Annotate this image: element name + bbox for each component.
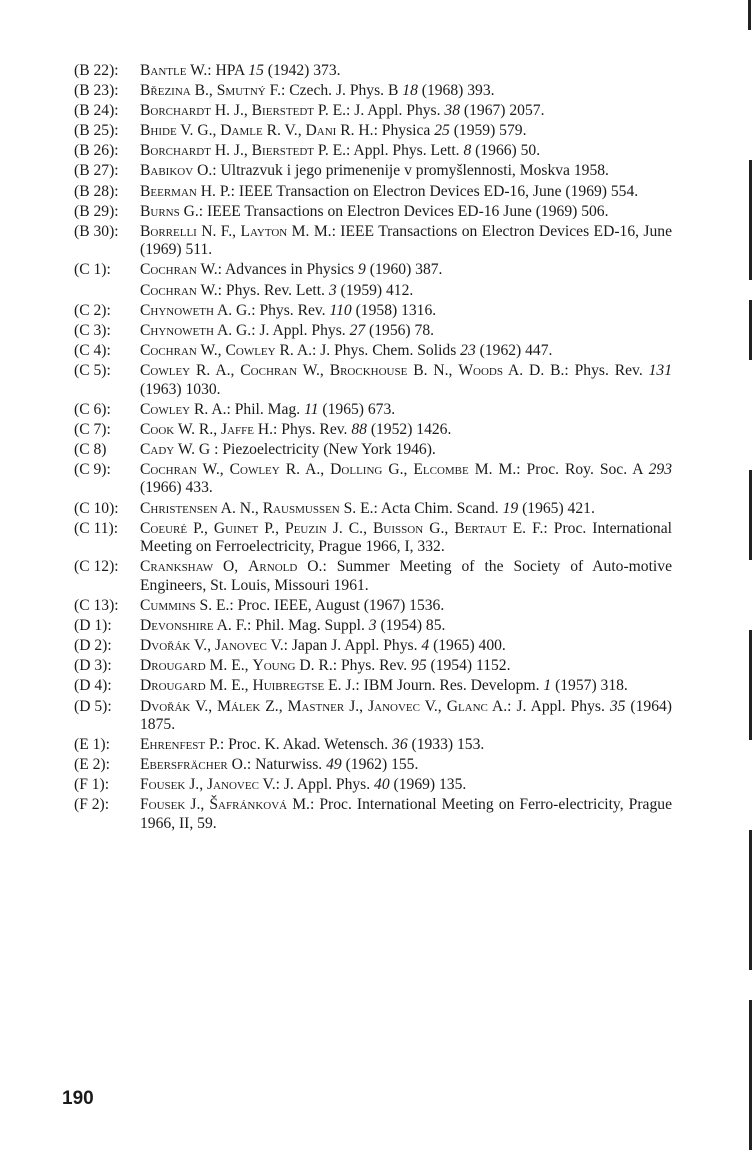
scan-edge-mark xyxy=(749,300,752,360)
citation-text: P., xyxy=(258,519,286,537)
reference-entry xyxy=(74,776,672,795)
reference-entry xyxy=(74,362,672,399)
citation-text: W.: Phys. Rev. Lett. xyxy=(196,281,329,299)
author-name: Arnold xyxy=(248,558,298,576)
author-name: Chynoweth xyxy=(140,301,214,319)
reference-label: (B 30): xyxy=(74,222,119,240)
citation-text: (1968) 393. xyxy=(417,82,495,100)
reference-text xyxy=(140,362,672,399)
volume-number: 131 xyxy=(648,361,672,379)
reference-label: (C 7): xyxy=(74,420,111,438)
citation-text: H. J., xyxy=(210,142,252,160)
citation-text: R. H.: Physica xyxy=(336,122,435,140)
citation-text: J., xyxy=(185,776,208,794)
reference-text xyxy=(140,698,672,735)
reference-entry xyxy=(74,421,672,440)
author-name: Babikov xyxy=(140,162,194,180)
author-name: Dani xyxy=(305,122,337,140)
reference-entry xyxy=(74,677,672,696)
author-name: Christensen xyxy=(140,499,218,517)
citation-text: A.: J. Appl. Phys. xyxy=(487,697,610,715)
reference-text xyxy=(140,102,672,121)
scan-edge-mark xyxy=(748,0,751,30)
reference-label: (B 27): xyxy=(74,162,119,180)
volume-number: 36 xyxy=(392,736,408,754)
reference-entry xyxy=(74,342,672,361)
author-name: Bierstedt xyxy=(251,142,314,160)
author-name: Bantle xyxy=(140,62,187,79)
reference-text xyxy=(140,203,672,222)
reference-text xyxy=(140,500,672,519)
author-name: Chynoweth xyxy=(140,321,214,339)
citation-text: (1958) 1316. xyxy=(351,301,437,319)
citation-text: P.: Proc. K. Akad. Wetensch. xyxy=(205,736,393,754)
author-name: Young xyxy=(252,657,296,675)
citation-text: A. F.: Phil. Mag. Suppl. xyxy=(213,617,369,635)
reference-label: (B 24): xyxy=(74,102,119,120)
author-name: Dvořák xyxy=(140,697,191,715)
reference-text xyxy=(140,617,672,636)
reference-text xyxy=(140,461,672,498)
reference-entry xyxy=(74,637,672,656)
reference-label: (C 8) xyxy=(74,440,107,458)
reference-entry xyxy=(74,698,672,735)
volume-number: 49 xyxy=(326,756,342,774)
author-name: Cummins xyxy=(140,597,196,615)
citation-text: O, xyxy=(213,558,249,576)
author-name: Cowley xyxy=(140,400,191,418)
volume-number: 19 xyxy=(502,499,519,517)
citation-text: R. V., xyxy=(262,122,306,140)
reference-entry xyxy=(74,461,672,498)
citation-text: (1966) 50. xyxy=(471,142,541,160)
reference-entry xyxy=(74,796,672,833)
author-name: Drougard xyxy=(140,657,206,675)
author-name: Peuzin xyxy=(285,519,327,537)
author-name: Coeuré xyxy=(140,519,188,537)
author-name: Cochran xyxy=(140,281,197,299)
reference-text xyxy=(140,796,672,833)
citation-text: G., xyxy=(423,519,455,537)
citation-text: O.: Ultrazvuk i jego primenenije v promyšlennosti, Moskva 1958. xyxy=(193,162,609,180)
citation-text: H.: Phys. Rev. xyxy=(254,420,352,438)
citation-text: W. G : Piezoelectricity (New York 1946). xyxy=(174,440,436,458)
volume-number: 88 xyxy=(351,420,367,438)
reference-text xyxy=(140,162,672,181)
reference-text xyxy=(140,776,672,795)
citation-text: P. E.: J. Appl. Phys. xyxy=(314,102,445,120)
reference-entry xyxy=(74,82,672,101)
author-name: Crankshaw xyxy=(140,558,214,576)
scan-edge-mark xyxy=(749,470,752,560)
citation-text: G.: IEEE Transactions on Electron Devices ED-16 June (1969) 506. xyxy=(179,202,609,220)
scan-edge-mark xyxy=(749,830,752,970)
reference-label: (C 12): xyxy=(74,558,119,576)
reference-label: (B 23): xyxy=(74,82,119,100)
citation-text: F.: Czech. J. Phys. B xyxy=(265,82,403,100)
author-name: Beerman xyxy=(140,182,197,200)
citation-text: (1933) 153. xyxy=(407,736,485,754)
reference-label: (D 1): xyxy=(74,617,112,635)
citation-text: M. M.: Proc. Roy. Soc. A xyxy=(468,460,649,478)
reference-text xyxy=(140,122,672,141)
reference-entry xyxy=(74,617,672,636)
reference-label: (C 13): xyxy=(74,597,119,615)
reference-label: (D 2): xyxy=(74,637,112,655)
author-name: Březina xyxy=(140,82,191,100)
reference-entry xyxy=(74,441,672,460)
reference-text xyxy=(140,756,672,775)
reference-text xyxy=(140,677,672,696)
reference-text xyxy=(140,520,672,557)
citation-text: H. P.: IEEE Transaction on Electron Devices ED-16, June (1969) 554. xyxy=(196,182,639,200)
citation-text: G., xyxy=(382,460,414,478)
citation-text: P., xyxy=(187,519,214,537)
author-name: Jaffe xyxy=(221,420,254,438)
reference-text xyxy=(140,657,672,676)
author-name: Bhide xyxy=(140,122,177,140)
reference-label: (C 1): xyxy=(74,261,111,279)
citation-text: O.: Naturwiss. xyxy=(227,756,327,774)
reference-label: (C 10): xyxy=(74,499,119,517)
reference-entry xyxy=(74,203,672,222)
citation-text: (1963) 1030. xyxy=(140,380,221,398)
citation-text: H. J., xyxy=(210,102,252,120)
reference-entry xyxy=(74,597,672,616)
citation-text: A. N., xyxy=(217,499,263,517)
reference-entry xyxy=(74,736,672,755)
citation-text: J., xyxy=(344,697,369,715)
scan-edge-mark xyxy=(749,160,752,280)
volume-number: 3 xyxy=(328,281,337,299)
citation-text: Z., xyxy=(260,697,288,715)
author-name: Fousek xyxy=(140,796,186,814)
citation-text: V., xyxy=(419,697,447,715)
citation-text: D. R.: Phys. Rev. xyxy=(295,657,412,675)
author-name: Cochran xyxy=(140,341,197,359)
reference-text xyxy=(140,441,672,460)
citation-text: B. N., xyxy=(407,361,459,379)
author-name: Mastner xyxy=(287,697,345,715)
citation-text: P. E.: Appl. Phys. Lett. xyxy=(314,142,464,160)
citation-text: A. D. B.: Phys. Rev. xyxy=(503,361,649,379)
reference-text xyxy=(140,342,672,361)
reference-entry xyxy=(74,261,672,280)
reference-label: (B 25): xyxy=(74,122,119,140)
citation-text: N. F., xyxy=(196,222,241,240)
reference-label xyxy=(74,282,140,301)
citation-text: (1959) 579. xyxy=(449,122,527,140)
author-name: Cochran xyxy=(140,261,197,279)
citation-text: (1959) 412. xyxy=(336,281,414,299)
author-name: Woods xyxy=(458,361,503,379)
reference-text xyxy=(140,558,672,595)
reference-text xyxy=(140,401,672,420)
reference-entry xyxy=(74,162,672,181)
volume-number: 23 xyxy=(460,341,476,359)
reference-entry xyxy=(74,122,672,141)
reference-label: (B 22): xyxy=(74,62,119,79)
reference-text xyxy=(140,261,672,280)
citation-text: (1965) 673. xyxy=(318,400,396,418)
reference-entry xyxy=(74,520,672,557)
reference-entry xyxy=(74,500,672,519)
citation-text: R. A.: Phil. Mag. xyxy=(190,400,305,418)
citation-text: W.: Advances in Physics xyxy=(196,261,358,279)
volume-number: 25 xyxy=(434,122,450,140)
reference-label: (F 2): xyxy=(74,796,110,814)
reference-entry xyxy=(74,102,672,121)
citation-text: (1954) 85. xyxy=(376,617,446,635)
author-name: Šafránková xyxy=(209,796,288,814)
author-name: Bierstedt xyxy=(251,102,314,120)
author-name: Layton xyxy=(240,222,288,240)
author-name: Cowley xyxy=(140,361,191,379)
citation-text: (1962) 155. xyxy=(341,756,419,774)
author-name: Brockhouse xyxy=(329,361,408,379)
author-name: Ebersfrächer xyxy=(140,756,228,774)
citation-text: J. C., xyxy=(326,519,374,537)
author-name: Cowley xyxy=(225,341,276,359)
reference-entry xyxy=(74,401,672,420)
author-name: Huibregtse xyxy=(252,677,325,695)
citation-text: (1956) 78. xyxy=(365,321,435,339)
author-name: Ehrenfest xyxy=(140,736,206,754)
citation-text: (1957) 318. xyxy=(551,677,628,695)
reference-label: (B 29): xyxy=(74,202,119,220)
reference-text xyxy=(140,421,672,440)
reference-text xyxy=(140,597,672,616)
volume-number: 27 xyxy=(349,321,366,339)
author-name: Janovec xyxy=(368,697,420,715)
author-name: Cady xyxy=(140,440,175,458)
citation-text: (1969) 135. xyxy=(389,776,467,794)
citation-text: V.: Japan J. Appl. Phys. xyxy=(266,637,422,655)
reference-label: (C 2): xyxy=(74,301,111,319)
citation-text: (1942) 373. xyxy=(263,62,341,79)
volume-number: 9 xyxy=(358,261,366,279)
reference-label: (B 26): xyxy=(74,142,119,160)
citation-text: W., xyxy=(297,361,330,379)
author-name: Dvořák xyxy=(140,637,191,655)
reference-label: (C 9): xyxy=(74,460,111,478)
reference-entry xyxy=(74,62,672,81)
reference-text xyxy=(140,736,672,755)
citation-text: (1965) 421. xyxy=(518,499,595,517)
volume-number: 11 xyxy=(304,400,319,418)
citation-text: M. E., xyxy=(205,657,253,675)
author-name: Málek xyxy=(217,697,261,715)
author-name: Borchardt xyxy=(140,142,211,160)
volume-number: 8 xyxy=(463,142,472,160)
citation-text: W., xyxy=(196,341,226,359)
reference-entry xyxy=(74,558,672,595)
reference-entry xyxy=(74,183,672,202)
author-name: Devonshire xyxy=(140,617,214,635)
volume-number: 15 xyxy=(248,62,264,79)
author-name: Borrelli xyxy=(140,222,197,240)
reference-label: (D 4): xyxy=(74,677,112,695)
reference-entry xyxy=(74,322,672,341)
author-name: Smutný xyxy=(216,82,266,100)
citation-text: E. J.: IBM Journ. Res. Developm. xyxy=(324,677,544,695)
reference-label: (E 1): xyxy=(74,736,110,754)
reference-text xyxy=(140,183,672,202)
citation-text: (1954) 1152. xyxy=(426,657,511,675)
author-name: Drougard xyxy=(140,677,206,695)
citation-text: W., xyxy=(196,460,230,478)
reference-text xyxy=(140,282,672,301)
author-name: Bertaut xyxy=(454,519,507,537)
scan-edge-mark xyxy=(749,1000,752,1150)
reference-label: (F 1): xyxy=(74,776,110,794)
citation-text: (1967) 2057. xyxy=(460,102,545,120)
volume-number: 40 xyxy=(374,776,390,794)
citation-text: S. E.: Proc. IEEE, August (1967) 1536. xyxy=(195,597,445,615)
citation-text: J., xyxy=(185,796,210,814)
citation-text: R. A., xyxy=(190,361,241,379)
author-name: Cook xyxy=(140,420,175,438)
author-name: Burns xyxy=(140,202,180,220)
reference-label: (C 6): xyxy=(74,400,111,418)
volume-number: 95 xyxy=(411,657,427,675)
author-name: Buisson xyxy=(373,519,424,537)
author-name: Rausmussen xyxy=(262,499,340,517)
author-name: Janovec xyxy=(214,637,267,655)
citation-text: (1965) 400. xyxy=(429,637,506,655)
reference-label: (E 2): xyxy=(74,756,110,774)
volume-number: 1 xyxy=(543,677,552,695)
volume-number: 35 xyxy=(609,697,626,715)
author-name: Cochran xyxy=(240,361,298,379)
citation-text: V., xyxy=(190,637,215,655)
author-name: Cowley xyxy=(229,460,280,478)
citation-text: (1960) 387. xyxy=(365,261,443,279)
reference-text xyxy=(140,142,672,161)
reference-entry xyxy=(74,223,672,260)
reference-list xyxy=(74,62,672,835)
citation-text: M.: Proc. International Meeting on Ferro-electricity, Prague 1966, II, 59. xyxy=(140,796,672,833)
citation-text: A. G.: J. Appl. Phys. xyxy=(213,321,350,339)
reference-text xyxy=(140,302,672,321)
reference-text xyxy=(140,322,672,341)
reference-label: (C 3): xyxy=(74,321,111,339)
author-name: Fousek xyxy=(140,776,186,794)
citation-text: A. G.: Phys. Rev. xyxy=(213,301,330,319)
reference-label: (B 28): xyxy=(74,182,119,200)
author-name: Dolling xyxy=(330,460,383,478)
citation-text: V., xyxy=(190,697,218,715)
reference-label: (C 4): xyxy=(74,341,111,359)
reference-entry xyxy=(74,756,672,775)
reference-text xyxy=(140,82,672,101)
reference-label: (C 5): xyxy=(74,361,111,379)
volume-number: 38 xyxy=(444,102,461,120)
reference-label: (D 3): xyxy=(74,657,112,675)
citation-text: W. R., xyxy=(174,420,222,438)
reference-text xyxy=(140,637,672,656)
citation-text: (1964) 1875. xyxy=(140,697,672,734)
reference-entry xyxy=(74,657,672,676)
reference-text xyxy=(140,62,672,81)
citation-text: R. A., xyxy=(279,460,331,478)
citation-text: E. F.: Proc. International Meeting on Ferroelectricity, Prague 1966, I, 332. xyxy=(140,519,672,556)
citation-text: O.: Summer Meeting of the Society of Auto-motive Engineers, St. Louis, Missouri 1961. xyxy=(140,558,672,594)
citation-text: V.: J. Appl. Phys. xyxy=(258,776,375,794)
author-name: Guinet xyxy=(213,519,259,537)
author-name: Glanc xyxy=(446,697,488,715)
reference-label: (C 11): xyxy=(74,519,119,537)
citation-text: M. E., xyxy=(205,677,253,695)
author-name: Damle xyxy=(220,122,263,140)
author-name: Cochran xyxy=(140,460,197,478)
volume-number: 110 xyxy=(329,301,352,319)
reference-label: (D 5): xyxy=(74,697,112,715)
author-name: Janovec xyxy=(207,776,259,794)
scan-edge-mark xyxy=(749,630,752,740)
page-number: 190 xyxy=(62,1088,94,1109)
citation-text: (1962) 447. xyxy=(475,341,553,359)
volume-number: 293 xyxy=(648,460,672,478)
volume-number: 4 xyxy=(421,637,430,655)
reference-text xyxy=(140,223,672,260)
citation-text: B., xyxy=(190,82,217,100)
citation-text: R. A.: J. Phys. Chem. Solids xyxy=(275,341,461,359)
citation-text: W.: HPA xyxy=(186,62,249,79)
reference-entry xyxy=(74,282,672,301)
author-name: Elcombe xyxy=(413,460,469,478)
reference-entry xyxy=(74,142,672,161)
citation-text: (1966) 433. xyxy=(140,479,213,497)
volume-number: 18 xyxy=(402,82,418,100)
citation-text: V. G., xyxy=(176,122,221,140)
reference-entry xyxy=(74,302,672,321)
author-name: Borchardt xyxy=(140,102,211,120)
citation-text: S. E.: Acta Chim. Scand. xyxy=(339,499,503,517)
citation-text: (1952) 1426. xyxy=(366,420,452,438)
citation-text: M. M.: IEEE Transactions on Electron Devices ED-16, June (1969) 511. xyxy=(140,222,673,259)
volume-number: 3 xyxy=(368,617,377,635)
